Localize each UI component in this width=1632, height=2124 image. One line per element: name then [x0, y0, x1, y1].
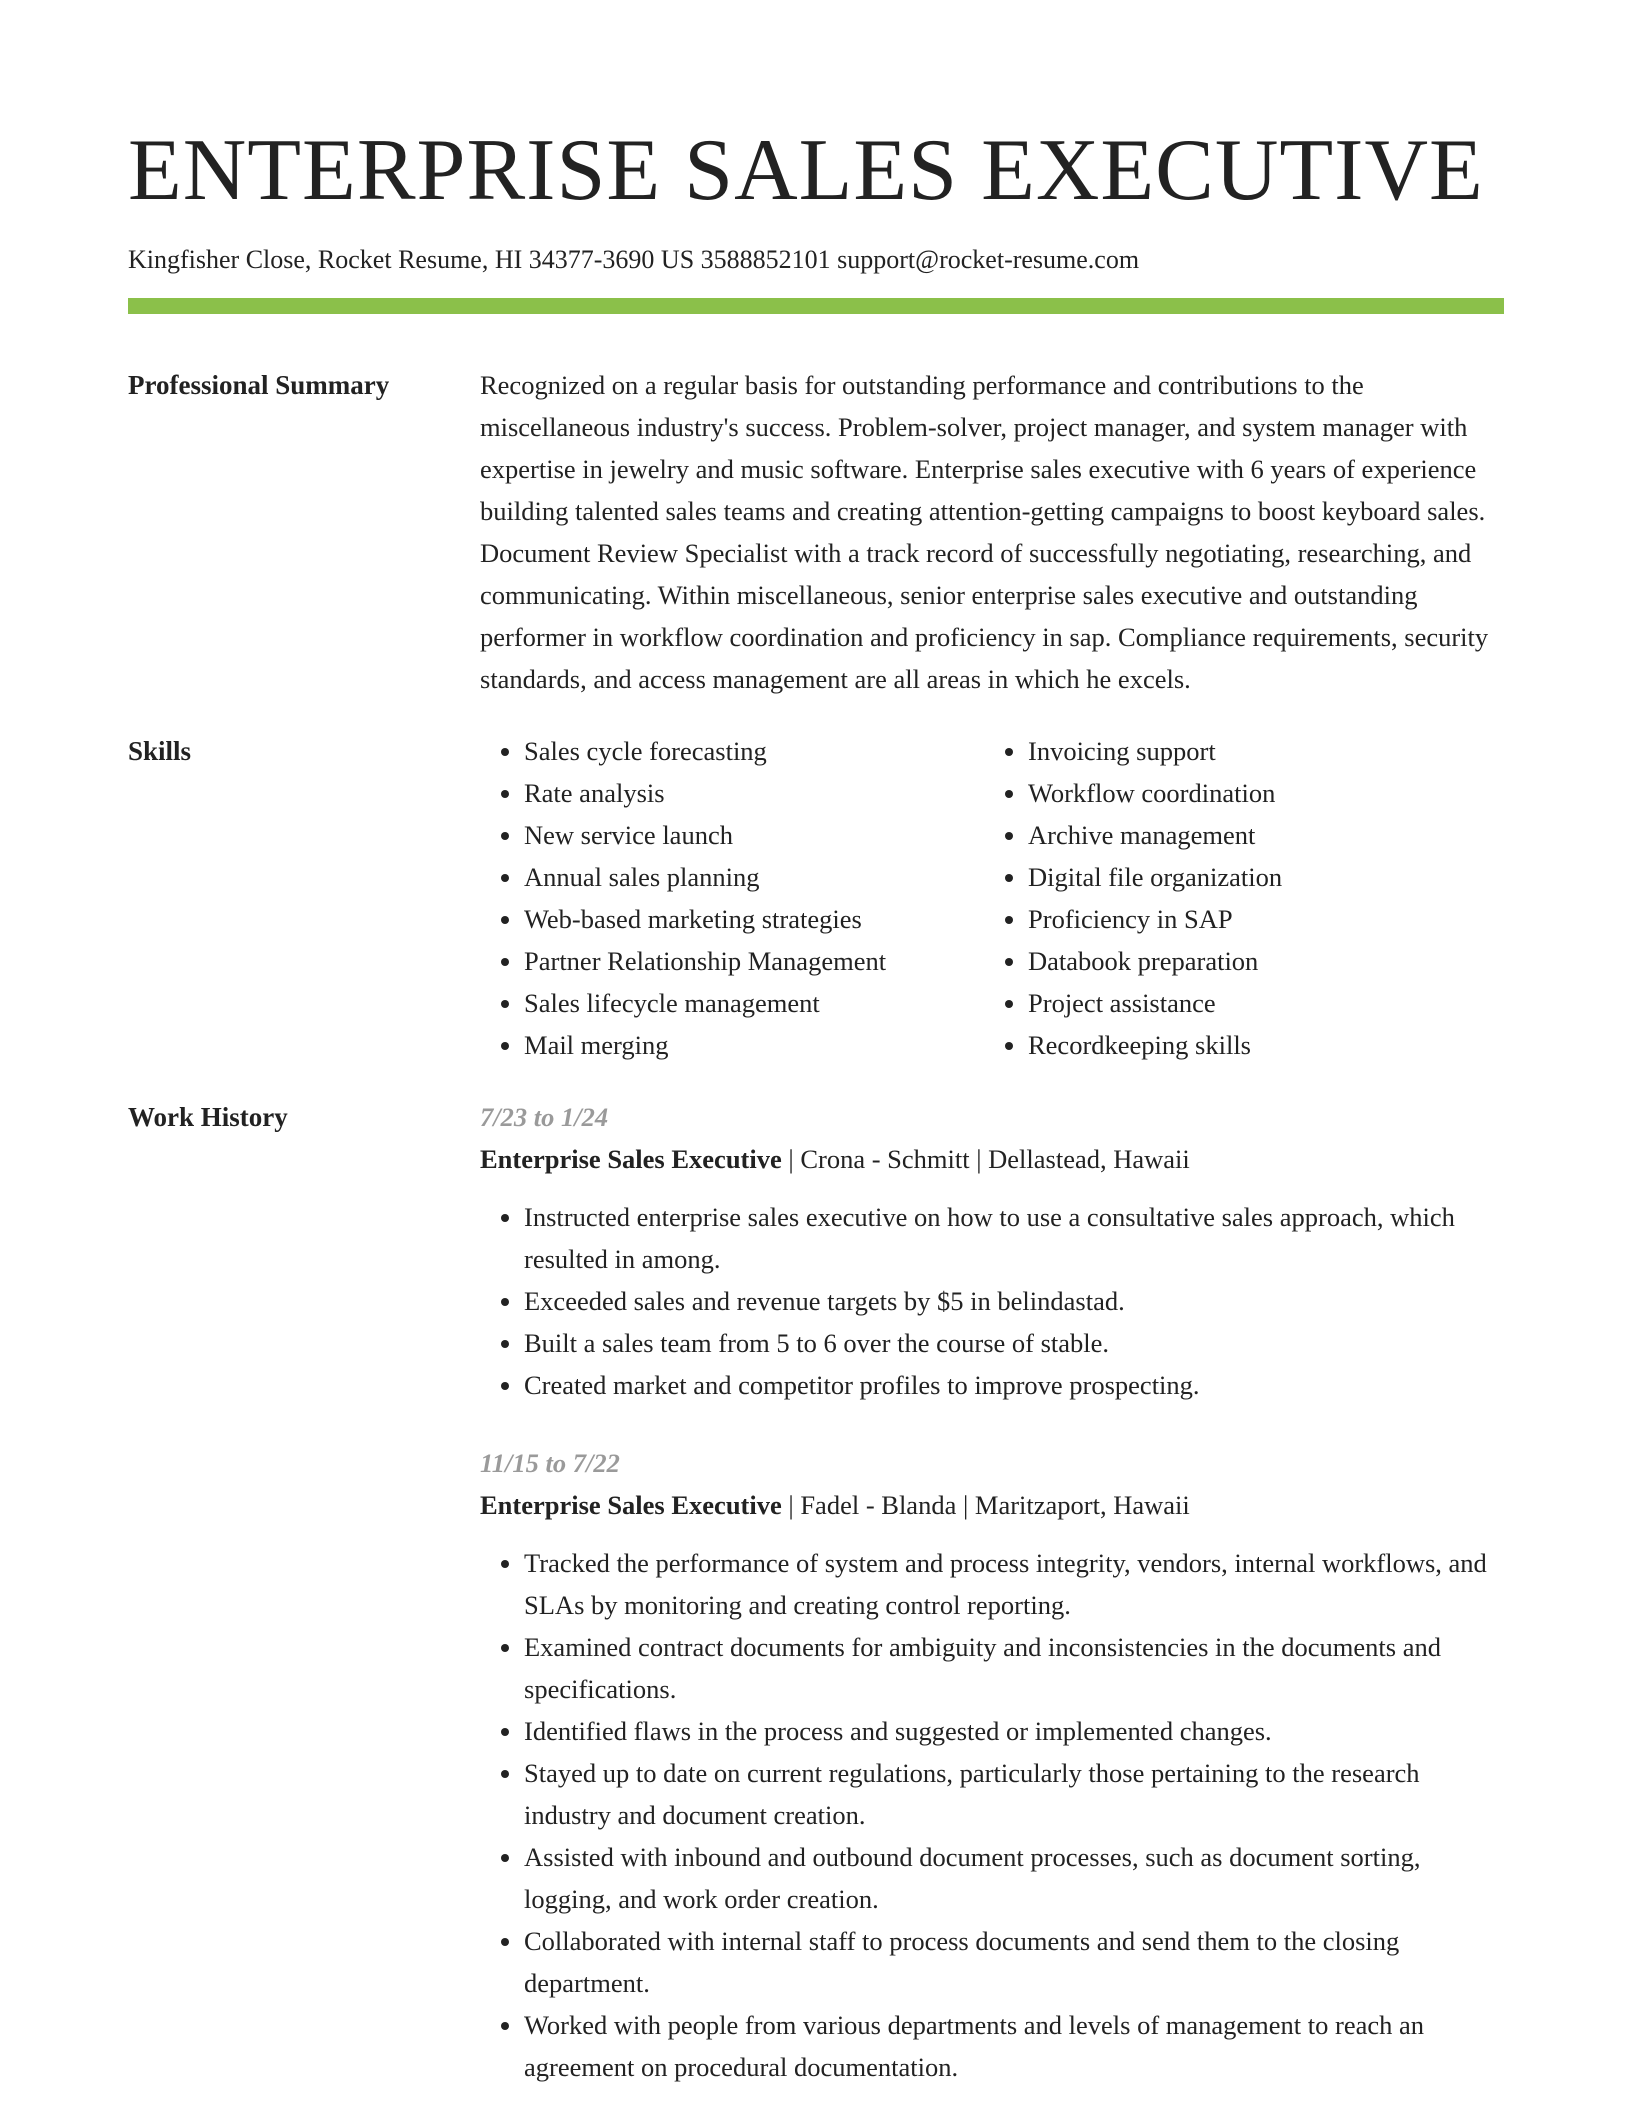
summary-label: Professional Summary	[128, 370, 390, 400]
job-bullets	[480, 1542, 1504, 2088]
accent-divider	[128, 298, 1504, 314]
job-bullet: • Assisted with inbound and outbound document processes, such as document sorting, logging, and work order creation.	[524, 1836, 1504, 1920]
skill-item: • Annual sales planning	[524, 856, 984, 898]
skills-list-right	[984, 730, 1488, 1066]
job-bullet: • Tracked the performance of system and process integrity, vendors, internal workflows, and SLAs by monitoring and creating control reporting.	[524, 1542, 1504, 1626]
job-bullet: • Collaborated with internal staff to process documents and send them to the closing department.	[524, 1920, 1504, 2004]
job-bullet: • Built a sales team from 5 to 6 over the course of stable.	[524, 1322, 1504, 1364]
skill-item: • Databook preparation	[1028, 940, 1488, 982]
job-dates: 11/15 to 7/22	[480, 1448, 620, 1478]
job-title: Enterprise Sales Executive	[480, 1490, 782, 1520]
job-bullet: • Examined contract documents for ambiguity and inconsistencies in the documents and specifications.	[524, 1626, 1504, 1710]
resume-page	[128, 0, 1504, 2124]
job-heading	[480, 1484, 1504, 1526]
work-history-section	[128, 1096, 1504, 2124]
skill-item: • Web-based marketing strategies	[524, 898, 984, 940]
skill-item: • Partner Relationship Management	[524, 940, 984, 982]
summary-body	[480, 364, 1504, 700]
work-history-body	[480, 1096, 1504, 2124]
skill-item: • Archive management	[1028, 814, 1488, 856]
skills-label: Skills	[128, 736, 192, 766]
contact-line: Kingfisher Close, Rocket Resume, HI 34377-3690 US 3588852101 support@rocket-resume.com	[128, 245, 1140, 274]
skill-item: • Rate analysis	[524, 772, 984, 814]
skill-item: • Proficiency in SAP	[1028, 898, 1488, 940]
job-details: | Crona - Schmitt | Dellastead, Hawaii	[781, 1144, 1190, 1174]
skills-body	[480, 730, 1504, 1066]
job-heading	[480, 1138, 1504, 1180]
job-entry	[480, 1096, 1504, 1406]
skills-columns	[480, 730, 1504, 1066]
skill-item: • New service launch	[524, 814, 984, 856]
summary-section	[128, 364, 1504, 700]
job-bullet: • Identified flaws in the process and suggested or implemented changes.	[524, 1710, 1504, 1752]
skill-item: • Mail merging	[524, 1024, 984, 1066]
skills-list-left	[480, 730, 984, 1066]
job-entry	[480, 1442, 1504, 2088]
resume-title: ENTERPRISE SALES EXECUTIVE	[128, 122, 1484, 219]
skills-section	[128, 730, 1504, 1066]
skill-item: • Project assistance	[1028, 982, 1488, 1024]
summary-text: Recognized on a regular basis for outstanding performance and contributions to the miscellaneous industry's success. Problem-solver, project manager, and system manager with expertise in jewelry and music software. Enterprise sales executive with 6 years of experience building talented sales teams and creating attention-getting campaigns to boost keyboard sales. Document Review Specialist with a track record of successfully negotiating, researching, and communicating. Within miscellaneous, senior enterprise sales executive and outstanding performer in workflow coordination and proficiency in sap. Compliance requirements, security standards, and access management are all areas in which he excels.	[480, 370, 1489, 694]
job-details: | Fadel - Blanda | Maritzaport, Hawaii	[781, 1490, 1190, 1520]
skill-item: • Digital file organization	[1028, 856, 1488, 898]
job-bullet: • Created market and competitor profiles to improve prospecting.	[524, 1364, 1504, 1406]
skill-item: • Recordkeeping skills	[1028, 1024, 1488, 1066]
skill-item: • Invoicing support	[1028, 730, 1488, 772]
skill-item: • Sales lifecycle management	[524, 982, 984, 1024]
work-history-label: Work History	[128, 1102, 288, 1132]
job-bullet: • Stayed up to date on current regulations, particularly those pertaining to the research industry and document creation.	[524, 1752, 1504, 1836]
job-bullets	[480, 1196, 1504, 1406]
job-title: Enterprise Sales Executive	[480, 1144, 782, 1174]
job-dates: 7/23 to 1/24	[480, 1102, 609, 1132]
job-bullet: • Worked with people from various departments and levels of management to reach an agreement on procedural documentation.	[524, 2004, 1504, 2088]
job-bullet: • Instructed enterprise sales executive on how to use a consultative sales approach, which resulted in among.	[524, 1196, 1504, 1280]
job-bullet: • Exceeded sales and revenue targets by $5 in belindastad.	[524, 1280, 1504, 1322]
skill-item: • Sales cycle forecasting	[524, 730, 984, 772]
skill-item: • Workflow coordination	[1028, 772, 1488, 814]
